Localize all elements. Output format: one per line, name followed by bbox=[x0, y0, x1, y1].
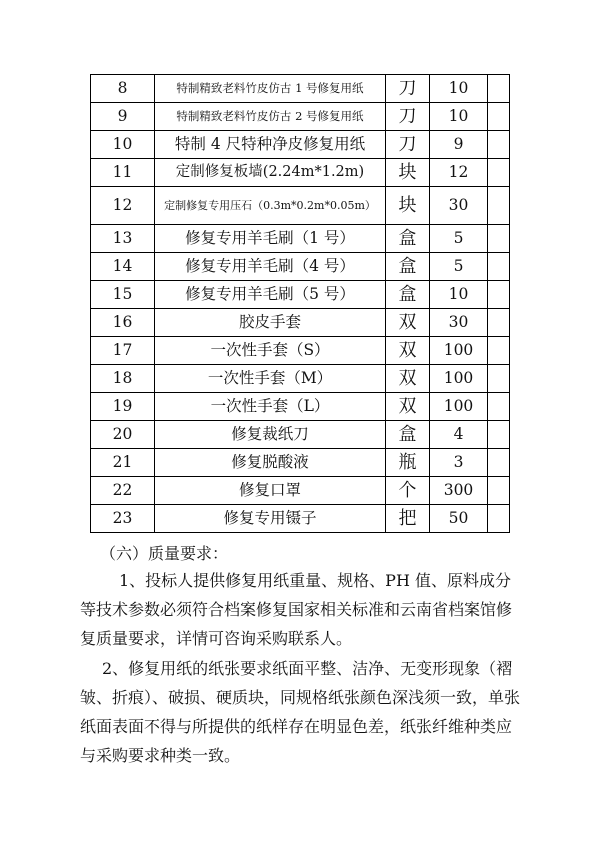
unit-cell: 块 bbox=[386, 187, 430, 225]
quantity-cell: 10 bbox=[430, 281, 488, 309]
row-number-cell: 12 bbox=[91, 187, 155, 225]
table-row bbox=[91, 159, 510, 187]
table-row bbox=[91, 477, 510, 505]
table-row bbox=[91, 225, 510, 253]
table-row bbox=[91, 187, 510, 225]
row-number-cell: 9 bbox=[91, 103, 155, 131]
quantity-cell: 100 bbox=[430, 337, 488, 365]
empty-cell bbox=[488, 103, 510, 131]
empty-cell bbox=[488, 337, 510, 365]
section-heading: （六）质量要求： bbox=[100, 544, 229, 563]
empty-cell bbox=[488, 449, 510, 477]
quantity-cell: 5 bbox=[430, 225, 488, 253]
unit-cell: 双 bbox=[386, 365, 430, 393]
materials-table-body bbox=[91, 75, 510, 533]
unit-cell: 盒 bbox=[386, 421, 430, 449]
table-row bbox=[91, 393, 510, 421]
quantity-cell: 10 bbox=[430, 103, 488, 131]
row-number-cell: 14 bbox=[91, 253, 155, 281]
unit-cell: 刀 bbox=[386, 131, 430, 159]
table-row bbox=[91, 337, 510, 365]
table-row bbox=[91, 365, 510, 393]
table-row bbox=[91, 103, 510, 131]
quantity-cell: 12 bbox=[430, 159, 488, 187]
unit-cell: 盒 bbox=[386, 225, 430, 253]
item-name-cell: 修复专用镊子 bbox=[155, 505, 386, 533]
table-row bbox=[91, 421, 510, 449]
empty-cell bbox=[488, 505, 510, 533]
quantity-cell: 300 bbox=[430, 477, 488, 505]
item-name-cell: 一次性手套（S） bbox=[155, 337, 386, 365]
empty-cell bbox=[488, 187, 510, 225]
empty-cell bbox=[488, 309, 510, 337]
unit-cell: 双 bbox=[386, 309, 430, 337]
empty-cell bbox=[488, 477, 510, 505]
unit-cell: 块 bbox=[386, 159, 430, 187]
quantity-cell: 3 bbox=[430, 449, 488, 477]
quantity-cell: 30 bbox=[430, 309, 488, 337]
unit-cell: 刀 bbox=[386, 103, 430, 131]
item-name-cell: 特制 4 尺特种净皮修复用纸 bbox=[155, 131, 386, 159]
row-number-cell: 19 bbox=[91, 393, 155, 421]
quantity-cell: 30 bbox=[430, 187, 488, 225]
empty-cell bbox=[488, 131, 510, 159]
quantity-cell: 4 bbox=[430, 421, 488, 449]
empty-cell bbox=[488, 365, 510, 393]
unit-cell: 盒 bbox=[386, 253, 430, 281]
row-number-cell: 20 bbox=[91, 421, 155, 449]
unit-cell: 把 bbox=[386, 505, 430, 533]
quantity-cell: 50 bbox=[430, 505, 488, 533]
empty-cell bbox=[488, 225, 510, 253]
unit-cell: 双 bbox=[386, 393, 430, 421]
item-name-cell: 修复脱酸液 bbox=[155, 449, 386, 477]
item-name-cell: 修复口罩 bbox=[155, 477, 386, 505]
item-name-cell: 修复专用羊毛刷（5 号） bbox=[155, 281, 386, 309]
unit-cell: 盒 bbox=[386, 281, 430, 309]
row-number-cell: 16 bbox=[91, 309, 155, 337]
quantity-cell: 5 bbox=[430, 253, 488, 281]
item-name-cell: 一次性手套（M） bbox=[155, 365, 386, 393]
row-number-cell: 10 bbox=[91, 131, 155, 159]
quantity-cell: 9 bbox=[430, 131, 488, 159]
quantity-cell: 10 bbox=[430, 75, 488, 103]
empty-cell bbox=[488, 253, 510, 281]
quantity-cell: 100 bbox=[430, 393, 488, 421]
row-number-cell: 17 bbox=[91, 337, 155, 365]
table-row bbox=[91, 75, 510, 103]
table-row bbox=[91, 449, 510, 477]
unit-cell: 刀 bbox=[386, 75, 430, 103]
empty-cell bbox=[488, 281, 510, 309]
row-number-cell: 23 bbox=[91, 505, 155, 533]
quantity-cell: 100 bbox=[430, 365, 488, 393]
table-row bbox=[91, 131, 510, 159]
item-name-cell: 修复专用羊毛刷（1 号） bbox=[155, 225, 386, 253]
unit-cell: 双 bbox=[386, 337, 430, 365]
row-number-cell: 21 bbox=[91, 449, 155, 477]
row-number-cell: 15 bbox=[91, 281, 155, 309]
item-name-cell: 特制精致老料竹皮仿古 1 号修复用纸 bbox=[155, 75, 386, 103]
row-number-cell: 22 bbox=[91, 477, 155, 505]
item-name-cell: 定制修复板墙(2.24m*1.2m) bbox=[155, 159, 386, 187]
unit-cell: 个 bbox=[386, 477, 430, 505]
empty-cell bbox=[488, 421, 510, 449]
row-number-cell: 8 bbox=[91, 75, 155, 103]
item-name-cell: 修复专用羊毛刷（4 号） bbox=[155, 253, 386, 281]
row-number-cell: 11 bbox=[91, 159, 155, 187]
unit-cell: 瓶 bbox=[386, 449, 430, 477]
table-row bbox=[91, 505, 510, 533]
row-number-cell: 13 bbox=[91, 225, 155, 253]
materials-table bbox=[90, 74, 510, 533]
item-name-cell: 特制精致老料竹皮仿古 2 号修复用纸 bbox=[155, 103, 386, 131]
item-name-cell: 胶皮手套 bbox=[155, 309, 386, 337]
item-name-cell: 一次性手套（L） bbox=[155, 393, 386, 421]
item-name-cell: 修复裁纸刀 bbox=[155, 421, 386, 449]
table-row bbox=[91, 253, 510, 281]
quality-paragraph-1: 1、投标人提供修复用纸重量、规格、PH 值、原料成分等技术参数必须符合档案修复国家相关标准和云南省档案馆修复质量要求，详情可咨询采购联系人。 bbox=[80, 571, 513, 648]
empty-cell bbox=[488, 159, 510, 187]
item-name-cell: 定制修复专用压石（0.3m*0.2m*0.05m） bbox=[155, 187, 386, 225]
table-row bbox=[91, 281, 510, 309]
empty-cell bbox=[488, 75, 510, 103]
table-row bbox=[91, 309, 510, 337]
row-number-cell: 18 bbox=[91, 365, 155, 393]
quality-paragraph-2: 2、修复用纸的纸张要求纸面平整、洁净、无变形现象（褶皱、折痕）、破损、硬质块，同规格纸张颜色深浅须一致，单张纸面表面不得与所提供的纸样存在明显色差，纸张纤维种类应与采购要求种类一致。 bbox=[80, 659, 521, 765]
empty-cell bbox=[488, 393, 510, 421]
